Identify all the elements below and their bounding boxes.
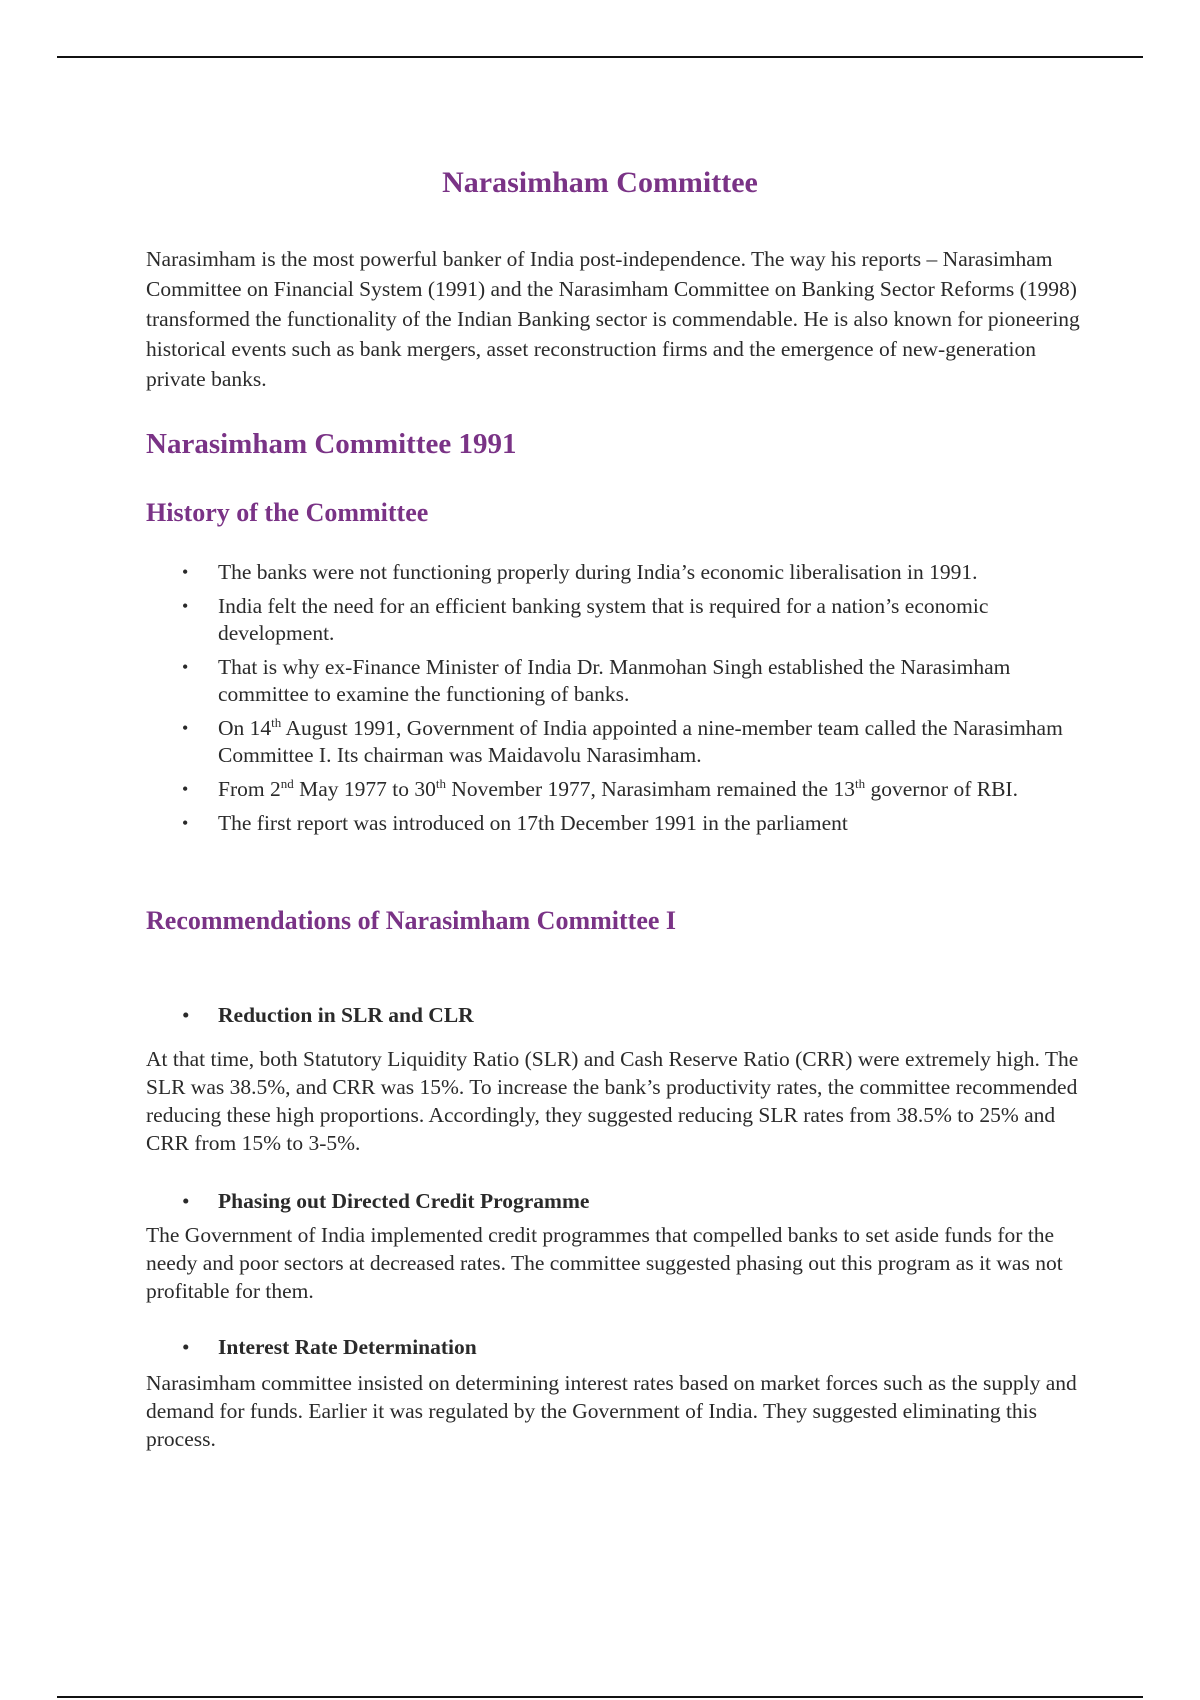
recommendation-3 xyxy=(146,1333,1091,1453)
recommendation-title: • Phasing out Directed Credit Programme xyxy=(146,1187,1091,1215)
recommendations-heading: Recommendations of Narasimham Committee I xyxy=(146,906,677,935)
section-heading-1991: Narasimham Committee 1991 xyxy=(146,428,517,460)
list-item: • The banks were not functioning properly during India’s economic liberalisation in 1991. xyxy=(146,559,1091,586)
list-item: • From 2nd May 1977 to 30th November 1977, Narasimham remained the 13th governor of RBI. xyxy=(146,776,1091,803)
recommendation-2 xyxy=(146,1187,1091,1305)
recommendation-title: • Interest Rate Determination xyxy=(146,1333,1091,1361)
recommendation-text: The Government of India implemented credit programmes that compelled banks to set aside funds for the needy and poor sectors at decreased rates. The committee suggested phasing out this program as it was not profitable for them. xyxy=(146,1223,1063,1303)
page-title: Narasimham Committee xyxy=(442,166,758,200)
recommendation-title: • Reduction in SLR and CLR xyxy=(146,1001,1091,1029)
recommendation-text: At that time, both Statutory Liquidity Ratio (SLR) and Cash Reserve Ratio (CRR) were extremely high. The SLR was 38.5%, and CRR was 15%. To increase the bank’s productivity rates, the committee recommended reducing these high proportions. Accordingly, they suggested reducing SLR rates from 38.5% to 25% and CRR from 15% to 3-5%. xyxy=(146,1047,1079,1155)
recommendation-text: Narasimham committee insisted on determining interest rates based on market forces such as the supply and demand for funds. Earlier it was regulated by the Government of India. They suggested eliminating this process. xyxy=(146,1371,1077,1451)
intro-paragraph: Narasimham is the most powerful banker of India post-independence. The way his reports – Narasimham Committee on Financial System (1991) and the Narasimham Committee on Banking Sector Reforms (1998) transformed the functionality of the Indian Banking sector is commendable. He is also known for pioneering historical events such as bank mergers, asset reconstruction firms and the emergence of new-generation private banks. xyxy=(146,247,1080,391)
history-list xyxy=(146,559,1091,844)
list-item: • The first report was introduced on 17th December 1991 in the parliament xyxy=(146,810,1091,837)
top-rule xyxy=(57,56,1143,58)
history-heading: History of the Committee xyxy=(146,498,429,527)
list-item: • That is why ex-Finance Minister of India Dr. Manmohan Singh established the Narasimham committee to examine the functioning of banks. xyxy=(146,654,1091,708)
list-item: • On 14th August 1991, Government of India appointed a nine-member team called the Narasimham Committee I. Its chairman was Maidavolu Narasimham. xyxy=(146,715,1091,769)
recommendation-1 xyxy=(146,1001,1091,1157)
list-item: • India felt the need for an efficient banking system that is required for a nation’s economic development. xyxy=(146,593,1091,647)
bottom-rule xyxy=(57,1696,1143,1698)
